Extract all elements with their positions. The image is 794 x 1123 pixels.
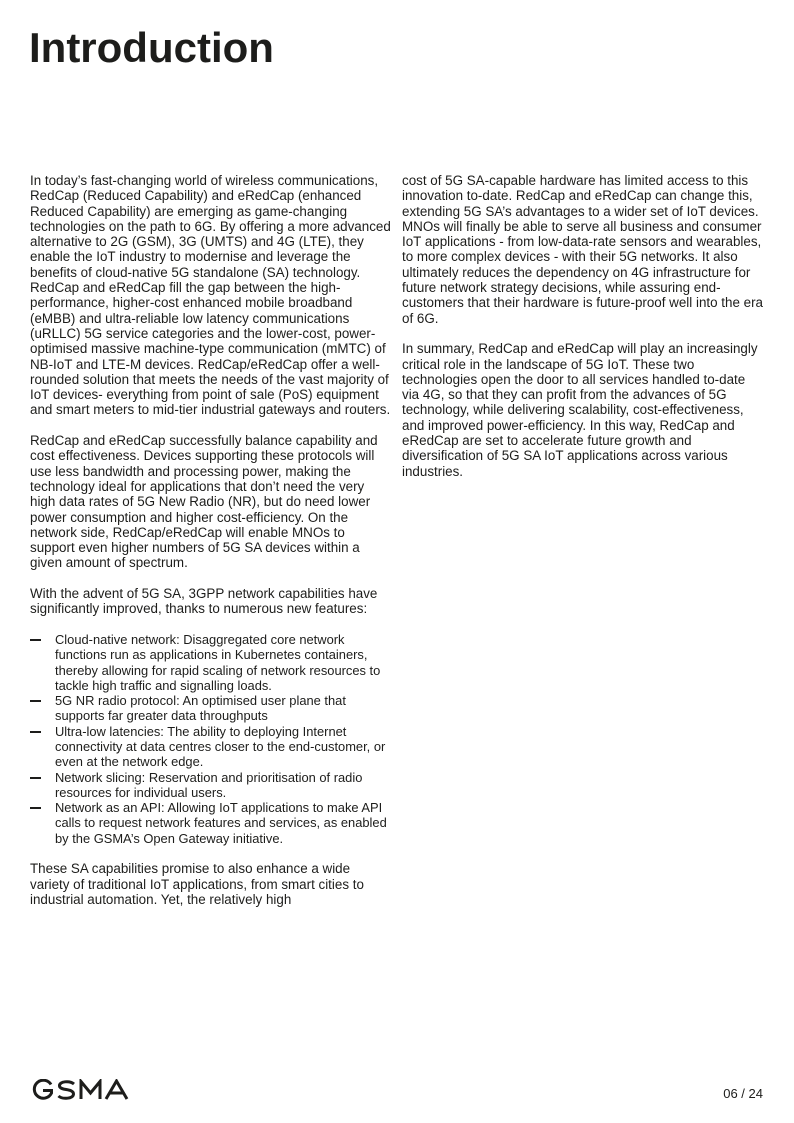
list-item: [30, 693, 392, 724]
list-item: [30, 724, 392, 770]
dash-bullet-icon: [30, 777, 41, 779]
balance-paragraph: RedCap and eRedCap successfully balance capability and cost effectiveness. Devices supporting these protocols will use less bandwidth and processing power, making the technology ideal for applications that don’t need the very high data rates of 5G New Radio (NR), but do need lower power consumption and higher cost-efficiency. On the network side, RedCap/eRedCap will enable MNOs to support even higher numbers of 5G SA devices within a given amount of spectrum.: [30, 433, 378, 571]
features-intro-paragraph: With the advent of 5G SA, 3GPP network capabilities have significantly improved, thanks to numerous new features:: [30, 586, 378, 617]
list-item-text: 5G NR radio protocol: An optimised user plane that supports far greater data throughputs: [55, 693, 346, 724]
summary-paragraph: In summary, RedCap and eRedCap will play an increasingly critical role in the landscape of 5G IoT. These two technologies open the door to all services handled to-date via 4G, so that they can profit from the advances of 5G technology, while delivering scalability, cost-effectiveness, and improved power-efficiency. In this way, RedCap and eRedCap are set to accelerate future growth and diversification of 5G SA IoT applications across various industries.: [402, 341, 758, 479]
list-item: [30, 632, 392, 693]
list-item-text: Cloud-native network: Disaggregated core network functions run as applications in Kubernetes containers, thereby allowing for rapid scaling of network resources to tackle high traffic and signalling loads.: [55, 631, 381, 693]
cost-paragraph: cost of 5G SA-capable hardware has limited access to this innovation to-date. RedCap and eRedCap can change this, extending 5G SA’s advantages to a wider set of IoT devices. MNOs will finally be able to serve all business and consumer IoT applications - from low-data-rate sensors and wearables, to more complex devices - with their 5G networks. It also ultimately reduces the dependency on 4G infrastructure for future network strategy decisions, while assuring end-customers that their hardware is future-proof well into the era of 6G.: [402, 173, 763, 326]
dash-bullet-icon: [30, 700, 41, 702]
right-column: [402, 173, 764, 494]
gsma-logo: [30, 1079, 152, 1101]
list-item: [30, 800, 392, 846]
page-number: 06 / 24: [723, 1086, 763, 1101]
page-title: Introduction: [29, 24, 274, 71]
dash-bullet-icon: [30, 639, 41, 641]
dash-bullet-icon: [30, 807, 41, 809]
list-item-text: Ultra-low latencies: The ability to deploying Internet connectivity at data centres closer to the end-customer, or even at the network edge.: [55, 723, 386, 770]
intro-paragraph: In today’s fast-changing world of wireless communications, RedCap (Reduced Capability) and eRedCap (enhanced Reduced Capability) are emerging as game-changing technologies on the path to 6G. By offering a more advanced alternative to 2G (GSM), 3G (UMTS) and 4G (LTE), they enable the IoT industry to modernise and leverage the benefits of cloud-native 5G standalone (SA) technology. RedCap and eRedCap fill the gap between the high-performance, higher-cost enhanced mobile broadband (eMBB) and ultra-reliable low latency communications (uRLLC) 5G service categories and the lower-cost, power-optimised massive machine-type communication (mMTC) of NB-IoT and LTE-M devices. RedCap/eRedCap offer a well-rounded solution that meets the needs of the vast majority of IoT devices- everything from point of sale (PoS) equipment and smart meters to mid-tier industrial gateways and routers.: [30, 173, 391, 418]
sa-capabilities-paragraph: These SA capabilities promise to also enhance a wide variety of traditional IoT applications, from smart cities to industrial automation. Yet, the relatively high: [30, 861, 364, 907]
dash-bullet-icon: [30, 731, 41, 733]
left-column: [30, 173, 392, 923]
list-item: [30, 770, 392, 801]
features-list: [30, 632, 392, 846]
list-item-text: Network as an API: Allowing IoT applications to make API calls to request network features and services, as enabled by the GSMA’s Open Gateway initiative.: [55, 800, 387, 846]
gsma-logo-icon: [30, 1079, 152, 1101]
list-item-text: Network slicing: Reservation and prioritisation of radio resources for individual users.: [55, 769, 363, 800]
